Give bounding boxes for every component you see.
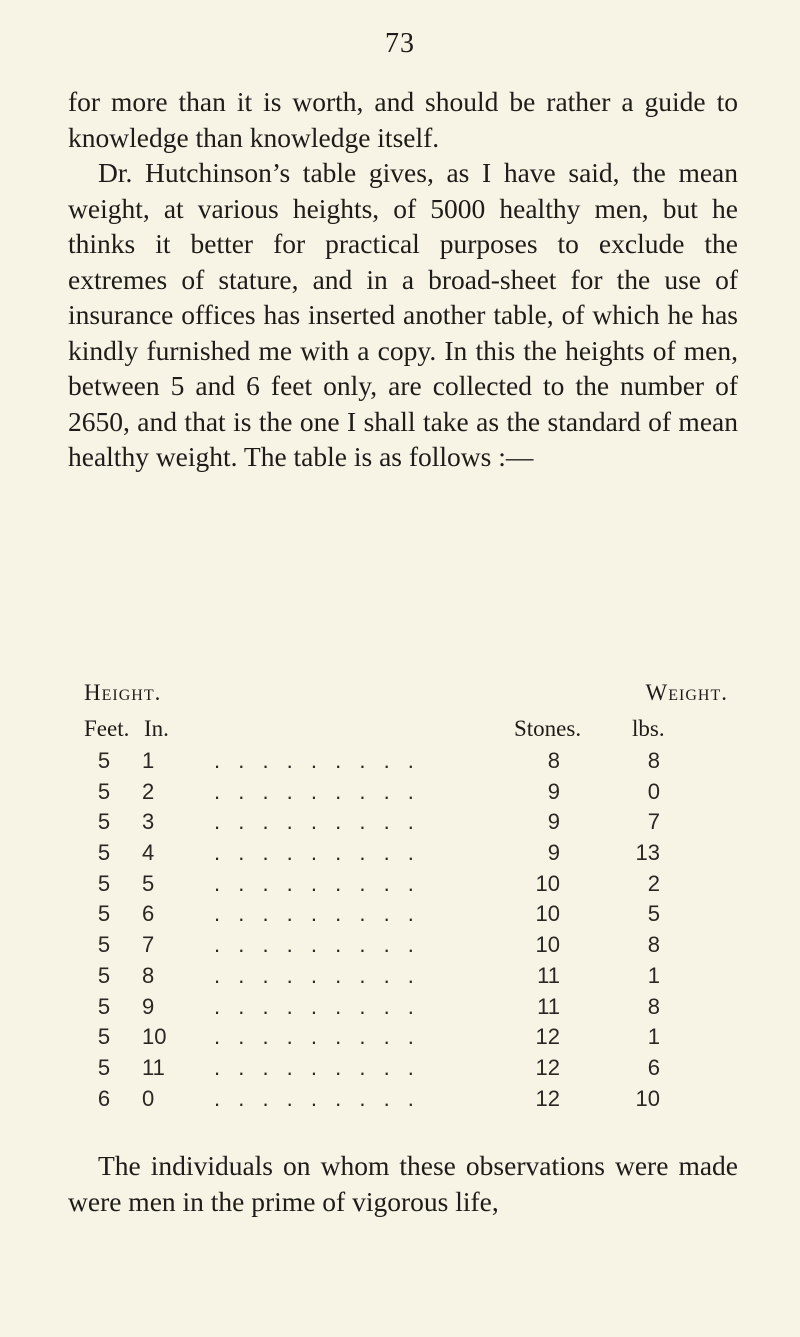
paragraph-continuation: for more than it is worth, and should be rather a guide to knowledge than knowledge itself. bbox=[68, 86, 738, 153]
cell-stones: 12 bbox=[535, 1054, 560, 1080]
cell-lbs: 8 bbox=[647, 993, 660, 1019]
cell-stones: 9 bbox=[547, 778, 560, 804]
cell-stones: 11 bbox=[537, 962, 560, 988]
table-header-row bbox=[84, 680, 744, 716]
cell-lbs: 2 bbox=[647, 870, 660, 896]
cell-lbs: 8 bbox=[647, 748, 660, 773]
table-row bbox=[84, 1086, 744, 1117]
table-body bbox=[84, 748, 744, 1116]
unit-lbs: lbs. bbox=[632, 716, 665, 741]
table-row bbox=[84, 932, 744, 963]
paragraph-observations: The individuals on whom these observations were made were men in the prime of vigorous life, bbox=[68, 1150, 738, 1217]
dot-leader: . . . . . . . . . bbox=[214, 901, 420, 927]
unit-inches: In. bbox=[144, 716, 169, 741]
cell-inches: 2 bbox=[142, 778, 155, 804]
page-number: 73 bbox=[385, 28, 415, 59]
cell-stones: 8 bbox=[547, 748, 560, 773]
cell-inches: 5 bbox=[142, 870, 155, 896]
table-row bbox=[84, 779, 744, 810]
cell-feet: 5 bbox=[97, 932, 111, 958]
cell-feet: 5 bbox=[97, 1024, 111, 1050]
table-row bbox=[84, 994, 744, 1025]
unit-stones: Stones. bbox=[514, 716, 582, 741]
cell-inches: 6 bbox=[142, 901, 155, 927]
cell-inches: 10 bbox=[142, 1024, 167, 1050]
cell-stones: 11 bbox=[537, 993, 560, 1019]
table-row bbox=[84, 901, 744, 932]
closing-text bbox=[68, 1148, 738, 1219]
header-height: Height. bbox=[84, 680, 162, 705]
dot-leader: . . . . . . . . . bbox=[214, 870, 420, 896]
dot-leader: . . . . . . . . . bbox=[214, 778, 420, 804]
cell-feet: 6 bbox=[97, 1085, 111, 1111]
cell-lbs: 13 bbox=[635, 840, 660, 866]
dot-leader: . . . . . . . . . bbox=[214, 1054, 420, 1080]
cell-inches: 8 bbox=[142, 962, 155, 988]
header-weight: Weight. bbox=[645, 680, 728, 705]
cell-feet: 5 bbox=[97, 901, 111, 927]
table-row bbox=[84, 871, 744, 902]
cell-feet: 5 bbox=[97, 993, 111, 1019]
dot-leader: . . . . . . . . . bbox=[214, 1024, 420, 1050]
cell-inches: 11 bbox=[142, 1054, 165, 1080]
cell-inches: 0 bbox=[142, 1085, 155, 1111]
table-row bbox=[84, 1024, 744, 1055]
cell-feet: 5 bbox=[97, 870, 111, 896]
dot-leader: . . . . . . . . . bbox=[214, 809, 420, 835]
table-row bbox=[84, 840, 744, 871]
cell-lbs: 1 bbox=[647, 1024, 660, 1050]
cell-lbs: 6 bbox=[647, 1054, 660, 1080]
paragraph-hutchinson: Dr. Hutchinson’s table gives, as I have said, the mean weight, at various heights, of 5000 healthy men, but he thinks it better for practical purposes to exclude the extremes of stature, and in a broad-sheet for the use of insurance offices has inserted another table, of which he has kindly furnished me with a copy. In this the heights of men, between 5 and 6 feet only, are collected to the number of 2650, and that is the one I shall take as the standard of mean healthy weight. The table is as follows :— bbox=[68, 157, 738, 472]
cell-lbs: 10 bbox=[635, 1085, 660, 1111]
cell-lbs: 8 bbox=[647, 932, 660, 958]
cell-stones: 10 bbox=[535, 870, 560, 896]
cell-stones: 9 bbox=[547, 809, 560, 835]
cell-stones: 10 bbox=[535, 901, 560, 927]
table-unit-row bbox=[84, 716, 744, 748]
cell-feet: 5 bbox=[97, 809, 111, 835]
cell-inches: 1 bbox=[142, 748, 155, 773]
dot-leader: . . . . . . . . . bbox=[214, 1085, 420, 1111]
dot-leader: . . . . . . . . . bbox=[214, 993, 420, 1019]
cell-lbs: 5 bbox=[647, 901, 660, 927]
dot-leader: . . . . . . . . . bbox=[214, 932, 420, 958]
table-row bbox=[84, 748, 744, 779]
dot-leader: . . . . . . . . . bbox=[214, 962, 420, 988]
cell-inches: 7 bbox=[142, 932, 155, 958]
cell-feet: 5 bbox=[97, 840, 111, 866]
cell-lbs: 7 bbox=[647, 809, 660, 835]
unit-feet: Feet. bbox=[84, 716, 130, 741]
cell-feet: 5 bbox=[97, 962, 111, 988]
cell-feet: 5 bbox=[97, 1054, 111, 1080]
cell-lbs: 0 bbox=[647, 778, 660, 804]
cell-stones: 12 bbox=[535, 1085, 560, 1111]
table-row bbox=[84, 1055, 744, 1086]
cell-stones: 9 bbox=[547, 840, 560, 866]
dot-leader: . . . . . . . . . bbox=[214, 748, 420, 773]
table-row bbox=[84, 963, 744, 994]
cell-feet: 5 bbox=[97, 748, 111, 773]
cell-lbs: 1 bbox=[647, 962, 660, 988]
table-row bbox=[84, 809, 744, 840]
body-text bbox=[68, 84, 738, 475]
height-weight-table bbox=[84, 680, 744, 1116]
cell-inches: 4 bbox=[142, 840, 155, 866]
cell-inches: 9 bbox=[142, 993, 155, 1019]
cell-feet: 5 bbox=[97, 778, 111, 804]
dot-leader: . . . . . . . . . bbox=[214, 840, 420, 866]
cell-inches: 3 bbox=[142, 809, 155, 835]
cell-stones: 10 bbox=[535, 932, 560, 958]
cell-stones: 12 bbox=[535, 1024, 560, 1050]
